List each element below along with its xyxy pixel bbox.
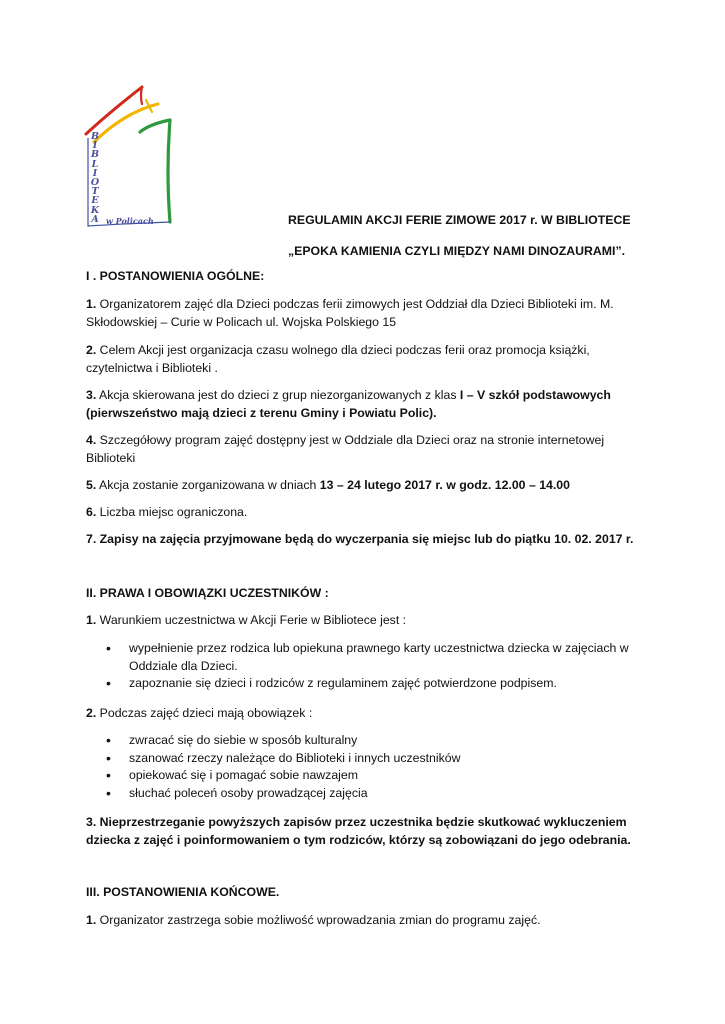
logo-letter: I xyxy=(92,167,98,179)
section-heading-3: III. POSTANOWIENIA KOŃCOWE. xyxy=(86,885,280,899)
bullet-list-1 xyxy=(106,640,646,693)
paragraph-text: Podczas zajęć dzieci mają obowiązek : xyxy=(96,706,313,720)
logo-letter: E xyxy=(91,195,99,207)
paragraph-2-3: 3. Nieprzestrzeganie powyższych zapisów przez uczestnika będzie skutkować wykluczeniem dziecka z zajęć i poinformowaniem o tym rodziców, którzy są zobowiązani do jego odebrania. xyxy=(86,815,631,847)
paragraph-number: 1. xyxy=(86,613,97,627)
logo-letter: I xyxy=(92,140,98,152)
paragraph-text: Akcja zostanie zorganizowana w dniach xyxy=(96,478,320,492)
list-item: • wypełnienie przez rodzica lub opiekuna prawnego karty uczestnictwa dziecka w zajęciach w Oddziale dla Dzieci. xyxy=(106,640,646,675)
logo-letter: B xyxy=(90,149,100,161)
paragraph-1-2 xyxy=(86,342,646,377)
logo-letter: B xyxy=(90,131,100,142)
list-item: • słuchać poleceń osoby prowadzącej zajęcia xyxy=(106,785,646,803)
list-item: • szanować rzeczy należące do Biblioteki i innych uczestników xyxy=(106,750,646,768)
library-logo xyxy=(80,82,180,232)
list-item: • zwracać się do siebie w sposób kulturalny xyxy=(106,732,646,750)
logo-vertical-text xyxy=(88,132,102,224)
list-item: • zapoznanie się dzieci i rodziców z regulaminem zajęć potwierdzone podpisem. xyxy=(106,675,646,693)
paragraph-number: 5. xyxy=(86,478,97,492)
section-heading-1: I . POSTANOWIENIA OGÓLNE: xyxy=(86,269,265,283)
paragraph-text: Celem Akcji jest organizacja czasu wolnego dla dzieci podczas ferii oraz promocja książki, czytelnictwa i Biblioteki . xyxy=(86,343,590,375)
paragraph-text: Akcja skierowana jest do dzieci z grup niezorganizowanych z klas xyxy=(96,388,460,402)
paragraph-number: 2. xyxy=(86,343,97,357)
paragraph-1-4 xyxy=(86,432,646,467)
paragraph-2-1 xyxy=(86,612,646,630)
paragraph-1-5 xyxy=(86,477,646,495)
paragraph-1-3 xyxy=(86,387,646,422)
paragraph-1-1 xyxy=(86,296,646,331)
paragraph-2-2 xyxy=(86,705,646,723)
paragraph-number: 2. xyxy=(86,706,97,720)
paragraph-number: 4. xyxy=(86,433,97,447)
list-item: • opiekować się i pomagać sobie nawzajem xyxy=(106,767,646,785)
paragraph-text: Szczegółowy program zajęć dostępny jest w Oddziale dla Dzieci oraz na stronie internetowej Biblioteki xyxy=(86,433,605,465)
paragraph-bold-text: 13 – 24 lutego 2017 r. w godz. 12.00 – 14.00 xyxy=(319,478,570,492)
logo-letter: A xyxy=(91,213,99,225)
logo-letter: O xyxy=(90,177,100,189)
paragraph-number: 6. xyxy=(86,505,97,519)
paragraph-number: 1. xyxy=(86,913,97,927)
section-heading-2: II. PRAWA I OBOWIĄZKI UCZESTNIKÓW : xyxy=(86,586,329,600)
paragraph-text: Organizatorem zajęć dla Dzieci podczas ferii zimowych jest Oddział dla Dzieci Biblioteki im. M. Skłodowskiej – Curie w Policach ul. Wojska Polskiego 15 xyxy=(86,297,614,329)
logo-letter: T xyxy=(91,186,99,198)
logo-letter: L xyxy=(91,158,99,170)
logo-subtitle: w Policach xyxy=(106,216,154,226)
document-subtitle: „EPOKA KAMIENIA CZYLI MIĘDZY NAMI DINOZAURAMI”. xyxy=(288,244,626,258)
paragraph-text: Liczba miejsc ograniczona. xyxy=(96,505,248,519)
paragraph-1-6 xyxy=(86,504,646,522)
paragraph-3-1 xyxy=(86,912,646,930)
paragraph-number: 3. xyxy=(86,388,97,402)
logo-letter: K xyxy=(90,204,100,216)
paragraph-text: Organizator zastrzega sobie możliwość wprowadzania zmian do programu zajęć. xyxy=(96,913,541,927)
paragraph-number: 1. xyxy=(86,297,97,311)
paragraph-text: Warunkiem uczestnictwa w Akcji Ferie w Bibliotece jest : xyxy=(96,613,407,627)
paragraph-bold-text: I – V szkół podstawowych (pierwszeństwo mają dzieci z terenu Gminy i Powiatu Polic). xyxy=(86,388,611,420)
paragraph-1-7: 7. Zapisy na zajęcia przyjmowane będą do wyczerpania się miejsc lub do piątku 10. 02. 2017 r. xyxy=(86,532,634,546)
document-title: REGULAMIN AKCJI FERIE ZIMOWE 2017 r. W BIBLIOTECE xyxy=(288,213,631,227)
bullet-list-2 xyxy=(106,732,646,802)
